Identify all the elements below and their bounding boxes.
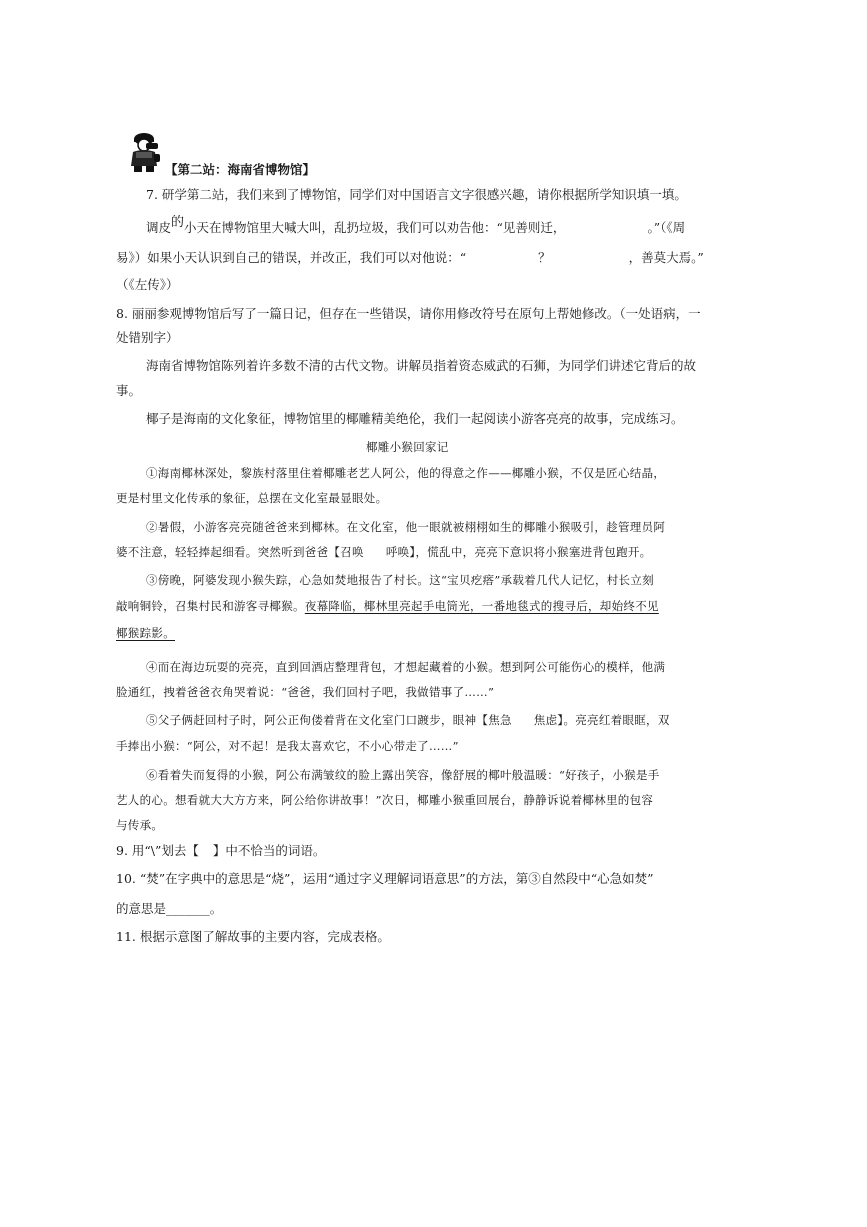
reading-intro: 椰子是海南的文化象征，博物馆里的椰雕精美绝伦，我们一起阅读小游客亮亮的故事，完成练习。 [146,411,684,426]
q8-diary-line2[interactable]: 事。 [116,383,142,398]
q10-line1: 10. “焚”在字典中的意思是“烧”，运用“通过字义理解词语意思”的方法，第③自然段中“心急如焚” [116,871,654,886]
q7-line3-text: 易》）如果小天认识到自己的错误，并改正，我们可以对他说：“ [116,250,467,265]
explorer-with-binoculars-icon [124,130,164,172]
q10-line2 [116,901,222,917]
story-p6-line2: 艺人的心。想看就大大方方来，阿公给你讲故事！”次日，椰雕小猴重回展台，静静诉说着椰林里的包容 [116,793,654,807]
story-p2-line2-text: 婆不注意，轻轻捧起细看。突然听到爸爸【召唤 [116,545,364,559]
story-p5-line1-text-b: 焦虑】。亮亮红着眼眶，双 [533,713,670,727]
q9-line [116,843,325,859]
q9-text: 9. 用“\”划去【 [116,843,199,858]
story-p3-line3: 椰猴踪影。 [116,626,175,640]
q10-line2-end: 。 [209,901,223,916]
q7-line3-text-c: ，善莫大焉。” [628,250,704,265]
story-title: 椰雕小猴回家记 [366,440,449,454]
story-p5-line1 [146,712,670,728]
story-p2-line2 [116,544,651,560]
story-p5-line1-text: ⑤父子俩赶回村子时，阿公正佝偻着背在文化室门口踱步，眼神【焦急 [146,713,512,727]
story-p3-line2 [116,598,659,614]
q7-line2 [146,215,686,237]
story-p6-line3: 与传承。 [116,818,164,832]
story-p2-line2-text-b: 呼唤】，慌乱中，亮亮下意识将小猴塞进背包跑开。 [385,545,652,559]
story-p1-line1: ①海南椰林深处，黎族村落里住着椰雕老艺人阿公，他的得意之作——椰雕小猴，不仅是匠心结晶， [146,466,666,480]
q9-text-b: 】中不恰当的词语。 [212,843,326,858]
q7-line2-text-c: 。”（《周 [647,220,686,235]
q8-line2: 处错别字） [116,330,179,345]
q7-question-mark: ？ [538,250,551,265]
q7-line2-text: 调皮 [146,220,172,235]
story-p5-line2: 手捧出小猴：“阿公，对不起！是我太喜欢它，不小心带走了……” [116,739,459,753]
q8-diary-line1[interactable]: 海南省博物馆陈列着许多数不清的古代文物。讲解员指着资态威武的石狮，为同学们讲述它背后的故 [146,358,697,373]
q7-particle: 的 [171,215,185,230]
q7-line3 [116,250,704,266]
q7-line4: （《左传》） [116,277,179,292]
section-title: 【第二站：海南省博物馆】 [165,162,316,177]
q8-line1: 8. 丽丽参观博物馆后写了一篇日记，但存在一些错误，请你用修改符号在原句上帮她修改。（一处语病，一 [116,306,701,321]
q7-line1: 7. 研学第二站，我们来到了博物馆，同学们对中国语言文字很感兴趣，请你根据所学知识填一填。 [146,187,687,202]
story-p3-line2-text: 敲响铜铃，召集村民和游客寻椰猴。 [116,599,305,613]
story-p1-line2: 更是村里文化传承的象征，总摆在文化室最显眼处。 [116,491,388,505]
story-underlined-sentence: 夜幕降临，椰林里亮起手电筒光，一番地毯式的搜寻后，却始终不见 [304,599,659,613]
story-p6-line1: ⑥看着失而复得的小猴，阿公布满皱纹的脸上露出笑容，像舒展的椰叶般温暖：“好孩子，小猴是手 [146,768,660,782]
q7-line2-text-b: 小天在博物馆里大喊大叫，乱扔垃圾，我们可以劝告他：“见善则迁， [184,220,566,235]
story-p4-line2: 脸通红，拽着爸爸衣角哭着说：“爸爸，我们回村子吧，我做错事了……” [116,685,495,699]
story-p3-line1: ③傍晚，阿婆发现小猴失踪，心急如焚地报告了村长。这“宝贝疙瘩”承载着几代人记忆，村长立刻 [146,573,654,587]
story-p4-line1: ④而在海边玩耍的亮亮，直到回酒店整理背包，才想起藏着的小猴。想到阿公可能伤心的模样，他满 [146,660,666,674]
story-p2-line1: ②暑假，小游客亮亮随爸爸来到椰林。在文化室，他一眼就被栩栩如生的椰雕小猴吸引，趁管理员阿 [146,520,666,534]
q10-line2-text: 的意思是 [116,901,167,916]
q11-line: 11. 根据示意图了解故事的主要内容，完成表格。 [116,929,390,944]
q10-answer-blank[interactable]: _______ [166,901,210,916]
